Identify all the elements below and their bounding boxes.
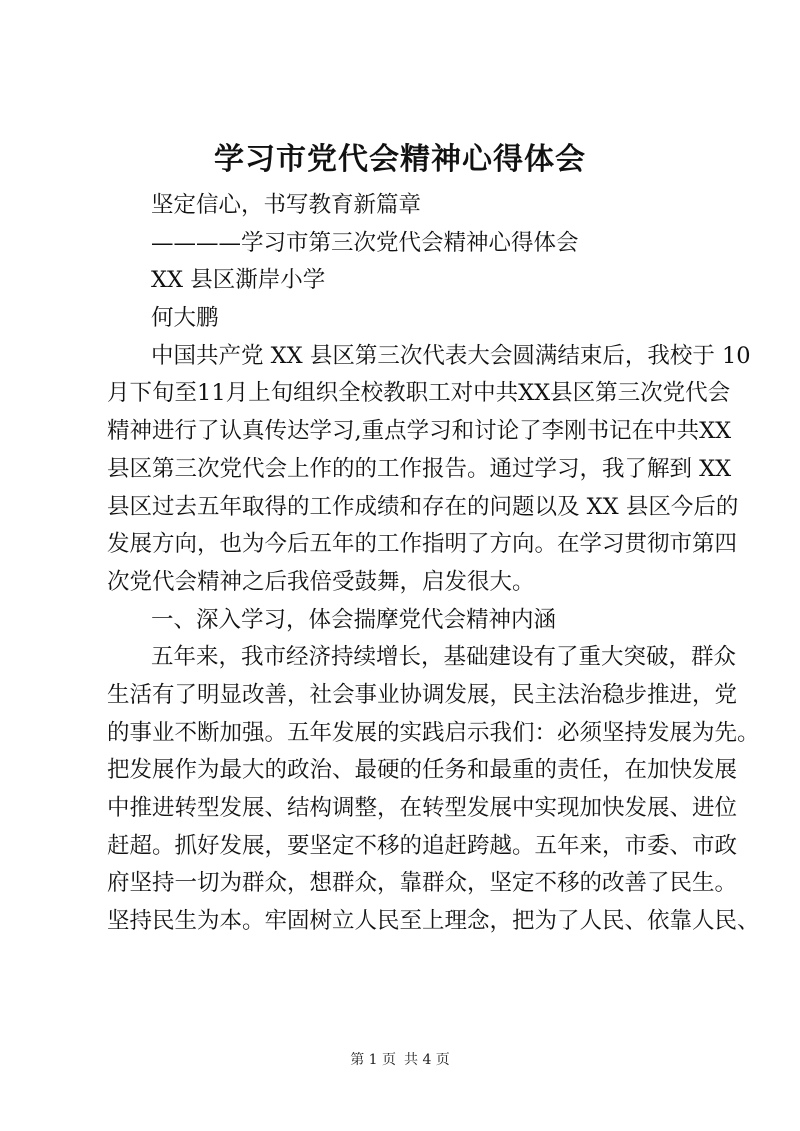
- body-line: 县区过去五年取得的工作成绩和存在的问题以及 XX 县区今后的: [107, 493, 739, 520]
- body-line: 发展方向，也为今后五年的工作指明了方向。在学习贯彻市第四: [107, 531, 738, 558]
- body-line: 坚持民生为本。牢固树立人民至上理念，把为了人民、依靠人民、: [107, 908, 760, 935]
- page-total: 共 4 页: [404, 1052, 450, 1068]
- body-line: 的事业不断加强。五年发展的实践启示我们：必须坚持发展为先。: [107, 719, 760, 746]
- body-line: 生活有了明显改善，社会事业协调发展，民主法治稳步推进，党: [107, 681, 738, 708]
- page-footer: [0, 1050, 800, 1070]
- body-line: 府坚持一切为群众，想群众，靠群众，坚定不移的改善了民生。: [107, 870, 738, 897]
- body-line: 精神进行了认真传达学习,重点学习和讨论了李刚书记在中共XX: [107, 418, 732, 445]
- document-body: [107, 187, 760, 941]
- page-number: 第 1 页: [350, 1052, 396, 1068]
- document-title: 学习市党代会精神心得体会: [214, 142, 586, 177]
- body-line: 中国共产党 XX 县区第三次代表大会圆满结束后，我校于 10: [151, 342, 751, 369]
- body-line: 赶超。抓好发展，要坚定不移的追赶跨越。五年来，市委、市政: [107, 832, 738, 859]
- body-line: 次党代会精神之后我倍受鼓舞，启发很大。: [107, 568, 535, 595]
- body-line: 何大鹏: [151, 305, 219, 332]
- body-line: 中推进转型发展、结构调整，在转型发展中实现加快发展、进位: [107, 795, 738, 821]
- body-line: ————学习市第三次党代会精神心得体会: [151, 229, 579, 256]
- body-line: 把发展作为最大的政治、最硬的任务和最重的责任，在加快发展: [107, 757, 738, 784]
- body-line: 县区第三次党代会上作的的工作报告。通过学习，我了解到 XX: [107, 455, 732, 482]
- body-line: 五年来，我市经济持续增长，基础建设有了重大突破，群众: [151, 644, 737, 671]
- body-line: 月下旬至11月上旬组织全校教职工对中共XX县区第三次党代会: [107, 380, 731, 407]
- body-line: XX 县区澌岸小学: [151, 267, 326, 294]
- body-line: 一、深入学习，体会揣摩党代会精神内涵: [151, 606, 557, 633]
- body-line: 坚定信心，书写教育新篇章: [151, 192, 422, 218]
